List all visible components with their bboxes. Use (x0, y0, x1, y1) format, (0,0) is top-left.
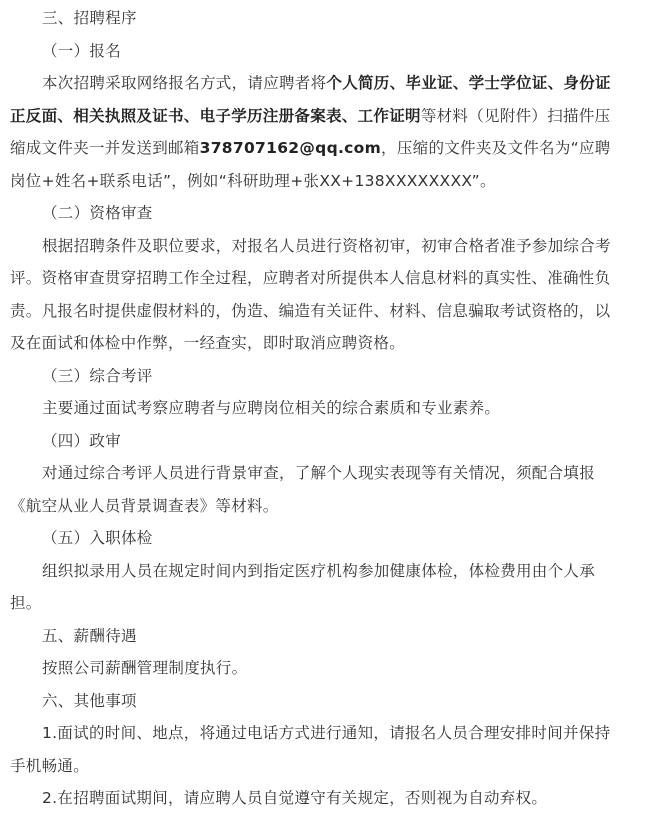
paragraph-line: 责。凡报名时提供虚假材料的，伪造、编造有关证件、材料、信息骗取考试资格的，以 (10, 301, 611, 320)
paragraph-line (10, 100, 647, 133)
text-span: 缩成文件夹一并发送到邮箱 (10, 139, 200, 157)
subsection-heading-medical-exam: （五）入职体检 (42, 529, 153, 547)
paragraph-line: 1.面试的时间、地点，将通过电话方式进行通知，请报名人员合理安排时间并保持 (42, 724, 611, 742)
section-heading-recruitment-procedure: 三、招聘程序 (42, 9, 137, 27)
paragraph-line: 2.在招聘面试期间，请应聘人员自觉遵守有关规定，否则视为自动弃权。 (42, 789, 548, 807)
paragraph-line: 组织拟录用人员在规定时间内到指定医疗机构参加健康体检，体检费用由个人承 (42, 561, 596, 580)
subsection-heading-comprehensive-evaluation: （三）综合考评 (42, 366, 153, 385)
bold-text-span: 正反面、相关执照及证书、电子学历注册备案表、工作证明 (10, 106, 421, 125)
paragraph-line: 对通过综合考评人员进行背景审查，了解个人现实表现等有关情况，须配合填报 (42, 464, 596, 482)
subsection-heading-registration: （一）报名 (42, 41, 122, 60)
paragraph-line (10, 132, 647, 165)
text-span: 本次招聘采取网络报名方式，请应聘者将 (42, 74, 327, 92)
text-span: 等材料（见附件）扫描件压 (420, 106, 611, 125)
paragraph-line: 岗位+姓名+联系电话”，例如“科研助理+张XX+138XXXXXXXX”。 (10, 171, 496, 190)
paragraph-line: 按照公司薪酬管理制度执行。 (42, 659, 248, 677)
paragraph-line: 及在面试和体检中作弊，一经查实，即时取消应聘资格。 (10, 334, 406, 352)
paragraph-line: 《航空从业人员背景调查表》等材料。 (10, 496, 279, 515)
paragraph-line (10, 67, 647, 100)
paragraph-line: 主要通过面试考察应聘者与应聘岗位相关的综合素质和专业素养。 (42, 399, 501, 417)
bold-text-span: 个人简历、毕业证、学士学位证、身份证 (326, 74, 611, 92)
paragraph-line: 根据招聘条件及职位要求，对报名人员进行资格初审，初审合格者准予参加综合考 (42, 236, 611, 255)
subsection-heading-qualification-review: （二）资格审查 (42, 204, 153, 222)
paragraph-line: 担。 (10, 594, 42, 612)
paragraph-line: 手机畅通。 (10, 756, 90, 775)
subsection-heading-political-review: （四）政审 (42, 431, 122, 450)
paragraph-line: 评。资格审查贯穿招聘工作全过程，应聘者对所提供本人信息材料的真实性、准确性负 (10, 269, 611, 287)
text-span: ，压缩的文件夹及文件名为“应聘 (381, 139, 611, 157)
email-address: 378707162@qq.com (199, 139, 382, 157)
section-heading-other-matters: 六、其他事项 (42, 691, 137, 710)
section-heading-compensation: 五、薪酬待遇 (42, 626, 137, 645)
